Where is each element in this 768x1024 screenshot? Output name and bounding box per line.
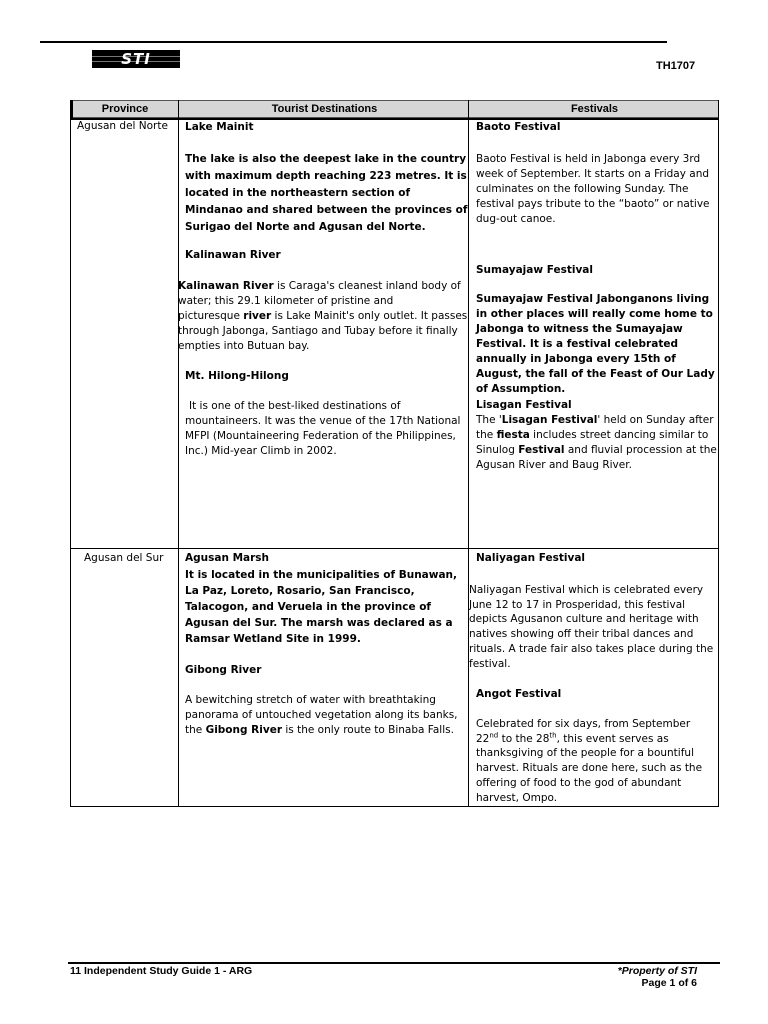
angot-line: harvest. Rituals are done here, such as the [476,762,703,774]
gibong-line: A bewitching stretch of water with breathtaking [185,694,436,706]
row-divider [70,548,719,549]
footer-page-number: Page 1 of 6 [641,977,697,989]
sumayajaw-title: Sumayajaw Festival [476,264,593,276]
column-divider [178,100,179,807]
hilong-text: It is one of the best-liked destinations of mountaineers. It was the venue of the 17th National MFPI (Mountaineering Federation of the Philippines, Inc.) Mid-year Climb in 2002. [185,400,461,457]
gibong-text: is the only route to Binaba Falls. [282,724,454,736]
column-header-destinations: Tourist Destinations [271,103,378,115]
header-rule [40,41,667,43]
gibong-line: panorama of untouched vegetation along its banks, [185,709,458,721]
angot-text: 22 [476,733,490,745]
angot-line: harvest, Ompo. [476,792,558,804]
lisagan-text: includes street dancing similar to [529,429,709,441]
logo-text: STI [121,50,151,68]
lisagan-line: Agusan River and Baug River. [476,459,632,471]
lisagan-text: Sinulog [476,444,519,456]
kalinawan-title: Kalinawan River [185,249,281,261]
kalinawan-line: water; this 29.1 kilometer of pristine and [178,295,394,307]
kalinawan-text: picturesque [178,310,244,322]
angot-text: , this event serves as [556,733,669,745]
lisagan-bold: fiesta [496,429,530,441]
tourism-table [70,100,719,807]
kalinawan-line: empties into Butuan bay. [178,340,310,352]
lisagan-line [476,428,708,443]
angot-line: offering of food to the god of abundant [476,777,682,789]
lisagan-text: and fluvial procession at the [564,444,717,456]
kalinawan-line: through Jabonga, Santiago and Tubay before it finally [178,325,458,337]
gibong-text: the [185,724,206,736]
lisagan-text: ' held on Sunday after [597,414,714,426]
angot-line: Celebrated for six days, from September [476,718,691,730]
lisagan-bold: Festival [518,444,565,456]
angot-sup: nd [489,731,499,740]
lake-mainit-title: Lake Mainit [185,121,254,133]
kalinawan-line [178,309,467,324]
baoto-title: Baoto Festival [476,121,561,133]
sumayajaw-text: Sumayajaw Festival Jabonganons living in other places will really come home to Jabonga to witness the Sumayajaw Festival. It is a festival celebrated annually in Jabonga every 15th of August, the fall of the Feast of Our Lady of Assumption. [476,293,715,395]
table-border-bottom [70,806,719,807]
footer-rule [68,962,720,964]
kalinawan-text: is Lake Mainit's only outlet. It passes [271,310,468,322]
naliyagan-line: natives showing off their tribal dances and [469,628,694,640]
lake-mainit-text: The lake is also the deepest lake in the country with maximum depth reaching 223 metres. It is located in the northeastern section of Mindanao and shared between the provinces of Surigao del Norte and Agusan del Norte. [185,153,468,233]
table-border-left [70,100,71,807]
kalinawan-line [178,279,461,294]
gibong-title: Gibong River [185,664,262,676]
naliyagan-line: June 12 to 17 in Prosperidad, this festival [469,599,686,611]
gibong-line [185,723,454,738]
lisagan-text: The ' [476,414,502,426]
agusan-marsh-text: It is located in the municipalities of Bunawan, La Paz, Loreto, Rosario, San Francisco, Talacogon, and Veruela in the province of Agusan del Sur. The marsh was declared as a Ramsar Wetland Site in 1999. [185,569,458,645]
footer-guide-title: 11 Independent Study Guide 1 - ARG [70,965,253,977]
kalinawan-bold: Kalinawan River [178,280,274,292]
angot-line: thanksgiving of the people for a bountiful [476,747,694,759]
naliyagan-line: rituals. A trade fair also takes place during the [469,643,714,655]
naliyagan-line: festival. [469,658,511,670]
angot-sup: th [549,731,557,740]
document-code: TH1707 [656,60,696,72]
naliyagan-title: Naliyagan Festival [476,552,585,564]
kalinawan-bold: river [243,310,272,322]
footer-property: *Property of STI [617,965,697,977]
hilong-title: Mt. Hilong-Hilong [185,370,289,382]
table-header-row [70,100,719,118]
column-header-festivals: Festivals [570,103,619,115]
sti-logo [92,50,180,68]
column-header-province: Province [101,103,149,115]
lisagan-line [476,413,714,428]
gibong-bold: Gibong River [205,724,283,736]
angot-title: Angot Festival [476,688,562,700]
baoto-text: Baoto Festival is held in Jabonga every 3rd week of September. It starts on a Friday and culminates on the following Sunday. The festival pays tribute to the “baoto” or native dug-out canoe. [476,153,710,225]
lisagan-bold: Lisagan Festival [501,414,598,426]
province-agusan-del-sur: Agusan del Sur [84,552,164,564]
agusan-marsh-title: Agusan Marsh [185,552,270,564]
lisagan-text: the [476,429,497,441]
lisagan-title: Lisagan Festival [476,399,572,411]
angot-line [476,732,669,747]
table-border-right [718,100,719,807]
province-agusan-del-norte: Agusan del Norte [77,120,168,132]
angot-text: to the 28 [498,733,550,745]
kalinawan-text: is Caraga's cleanest inland body of [273,280,461,292]
lisagan-line [476,443,717,458]
naliyagan-line: depicts Agusanon culture and heritage with [469,613,699,625]
naliyagan-line: Naliyagan Festival which is celebrated every [469,584,704,596]
